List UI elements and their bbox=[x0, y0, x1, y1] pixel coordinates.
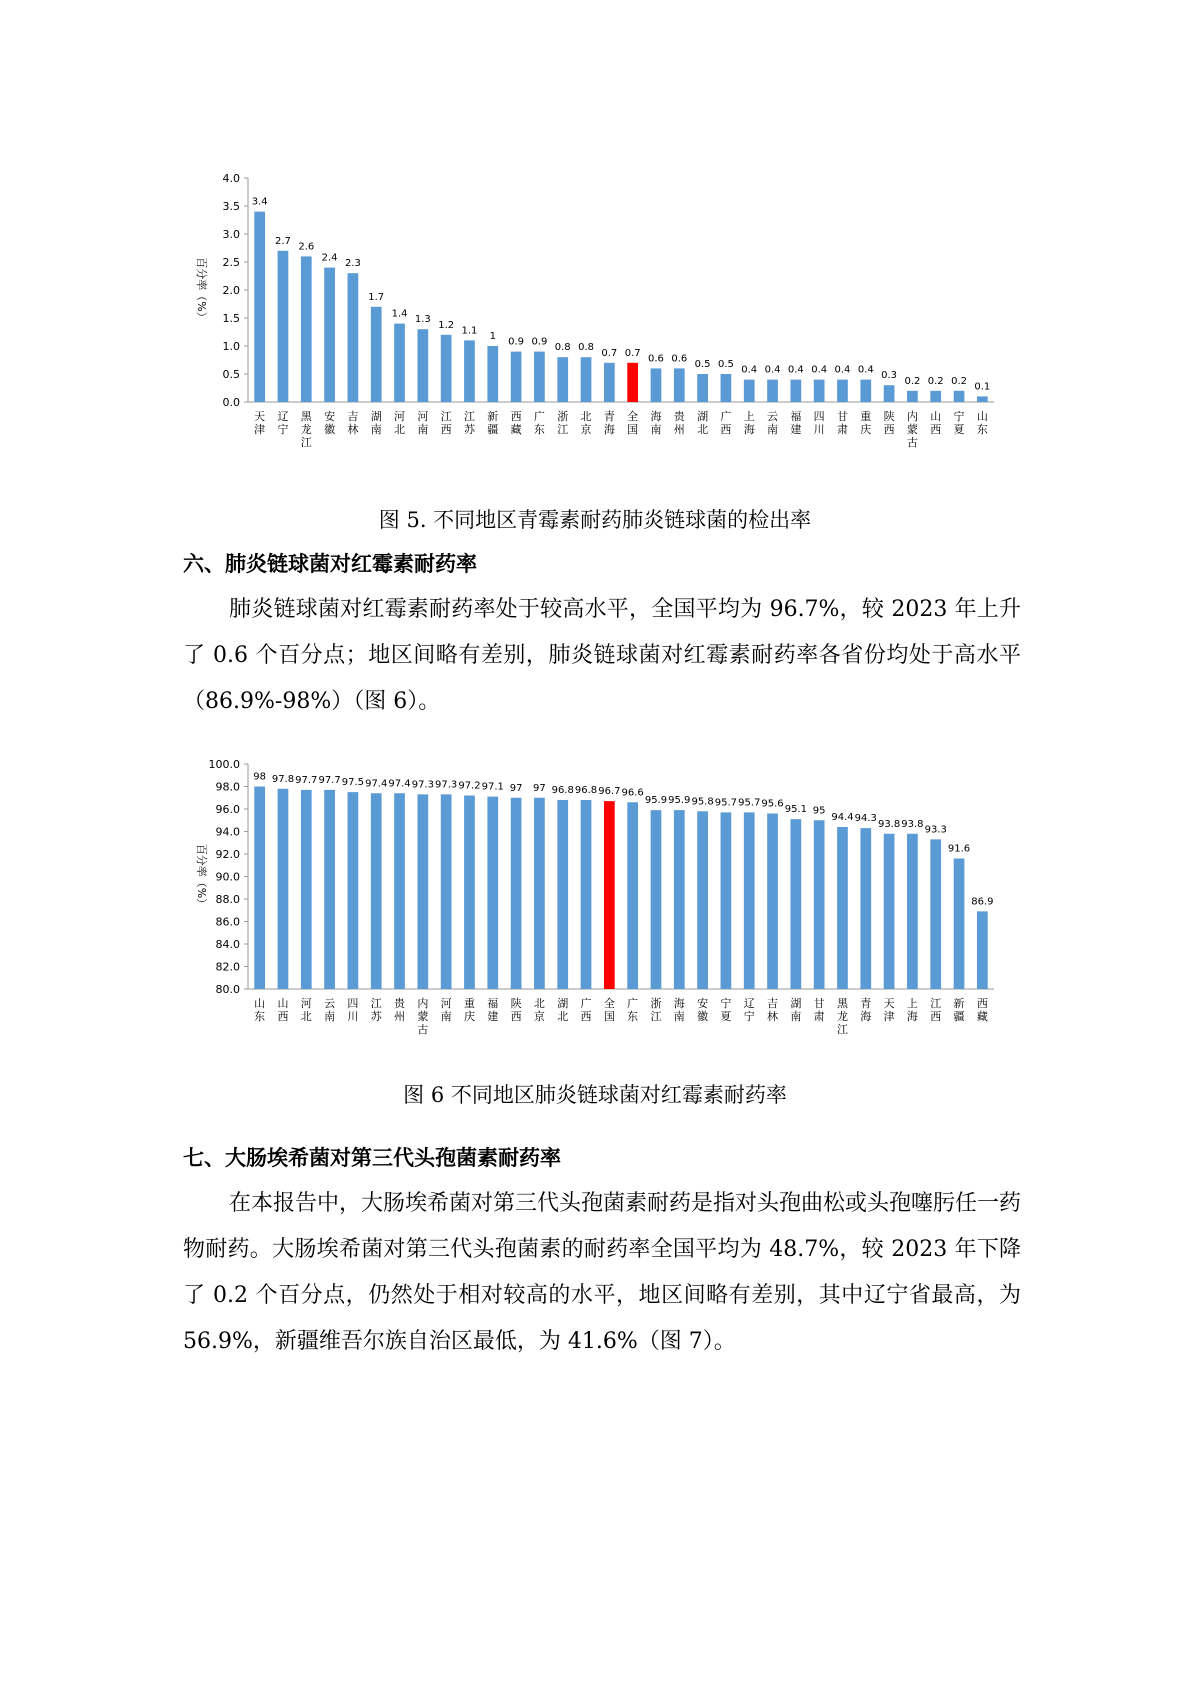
category-label: 天津 bbox=[254, 410, 266, 436]
category-label: 甘肃 bbox=[836, 410, 848, 436]
category-label: 贵州 bbox=[673, 410, 685, 436]
bar-value-label: 95.1 bbox=[784, 804, 807, 816]
category-label: 辽宁 bbox=[277, 410, 289, 436]
bar-value-label: 93.8 bbox=[901, 818, 924, 830]
category-label: 四川 bbox=[347, 997, 359, 1023]
bar bbox=[674, 810, 685, 989]
category-label: 西藏 bbox=[976, 997, 988, 1023]
y-tick-label: 1.0 bbox=[222, 340, 240, 353]
category-label: 浙江 bbox=[650, 997, 662, 1023]
bar bbox=[487, 797, 498, 989]
category-label: 湖南 bbox=[790, 997, 802, 1023]
category-label: 北京 bbox=[533, 997, 545, 1023]
bar-value-label: 94.3 bbox=[854, 813, 877, 825]
bar bbox=[348, 792, 359, 989]
bar-value-label: 97.1 bbox=[481, 781, 504, 793]
category-label: 天津 bbox=[883, 997, 895, 1023]
category-label: 湖北 bbox=[557, 997, 569, 1023]
y-tick-label: 96.0 bbox=[215, 803, 240, 816]
bar-value-label: 0.7 bbox=[601, 347, 618, 359]
bar-value-label: 2.6 bbox=[298, 241, 315, 253]
category-label: 宁夏 bbox=[953, 410, 965, 436]
bar-value-label: 94.4 bbox=[831, 812, 854, 823]
bar-value-label: 0.2 bbox=[904, 375, 921, 387]
bar bbox=[860, 828, 871, 989]
bar-value-label: 0.7 bbox=[624, 347, 641, 359]
y-tick-label: 82.0 bbox=[215, 960, 240, 974]
category-label: 宁夏 bbox=[720, 997, 732, 1023]
bar-value-label: 95.7 bbox=[738, 797, 761, 809]
category-label: 山西 bbox=[930, 410, 942, 436]
bar bbox=[417, 329, 428, 402]
bar bbox=[394, 793, 405, 989]
category-label: 河南 bbox=[417, 410, 429, 436]
y-tick-label: 4.0 bbox=[222, 172, 240, 185]
bar bbox=[348, 273, 359, 402]
category-label: 北京 bbox=[580, 410, 592, 436]
bar-value-label: 97.7 bbox=[295, 774, 318, 786]
bar bbox=[977, 396, 988, 402]
category-label: 福建 bbox=[790, 410, 802, 436]
bar-value-label: 97.5 bbox=[341, 777, 365, 789]
bar-value-label: 95 bbox=[812, 805, 826, 817]
y-tick-label: 2.5 bbox=[222, 256, 240, 269]
category-label: 陕西 bbox=[510, 997, 522, 1023]
bar-value-label: 97.4 bbox=[365, 778, 388, 790]
bar-value-label: 0.4 bbox=[787, 364, 804, 376]
bar-value-label: 0.9 bbox=[508, 336, 525, 348]
y-tick-label: 3.0 bbox=[222, 228, 240, 241]
y-tick-label: 1.5 bbox=[222, 312, 240, 325]
category-label: 浙江 bbox=[557, 410, 569, 436]
bar-value-label: 0.4 bbox=[764, 364, 781, 376]
category-label: 上海 bbox=[743, 410, 755, 436]
bar bbox=[790, 819, 801, 989]
bar bbox=[790, 380, 801, 402]
bar-value-label: 95.9 bbox=[644, 795, 668, 807]
section-7-heading: 七、大肠埃希菌对第三代头孢菌素耐药率 bbox=[183, 1146, 561, 1170]
section-7-paragraph: 在本报告中，大肠埃希菌对第三代头孢菌素耐药是指对头孢曲松或头孢噻肟任一药物耐药。大肠埃希菌对第三代头孢菌素的耐药率全国平均为 48.7%，较 2023 年下降了 0.2 个百分点，仍然处于相对较高的水平，地区间略有差别，其中辽宁省最高，为 56.9%，新疆维吾尔族自治区最低，为 41.6%（图 7）。 bbox=[183, 1191, 1022, 1354]
bar-value-label: 97.3 bbox=[411, 779, 434, 791]
y-tick-label: 3.5 bbox=[222, 200, 240, 213]
category-label: 广东 bbox=[533, 410, 545, 436]
category-label: 广东 bbox=[627, 997, 639, 1023]
bar bbox=[697, 811, 708, 989]
bar bbox=[371, 793, 382, 989]
bar-value-label: 2.3 bbox=[344, 258, 361, 270]
bar-value-label: 0.8 bbox=[578, 342, 594, 354]
bar-value-label: 96.6 bbox=[621, 787, 644, 799]
category-label: 江西 bbox=[930, 997, 942, 1023]
bar-value-label: 97 bbox=[509, 782, 523, 794]
bar-value-label: 0.4 bbox=[857, 364, 874, 376]
figure-5-chart bbox=[0, 160, 1190, 450]
bar bbox=[278, 251, 289, 402]
category-label: 重庆 bbox=[860, 410, 872, 436]
bar-value-label: 97.2 bbox=[458, 780, 481, 792]
category-label: 四川 bbox=[813, 410, 825, 436]
bar bbox=[278, 789, 289, 989]
bar bbox=[441, 794, 452, 989]
category-label: 吉林 bbox=[767, 997, 779, 1023]
bar bbox=[487, 346, 498, 402]
bar bbox=[744, 380, 755, 402]
category-label: 海南 bbox=[650, 410, 662, 436]
bar bbox=[511, 352, 522, 402]
bar bbox=[744, 812, 755, 989]
y-tick-label: 100.0 bbox=[208, 758, 240, 771]
section-6-heading: 六、肺炎链球菌对红霉素耐药率 bbox=[183, 552, 477, 576]
category-label: 陕西 bbox=[883, 410, 895, 436]
y-axis-label: 百分率（%） bbox=[195, 257, 208, 323]
category-label: 青海 bbox=[860, 997, 872, 1023]
category-label: 青海 bbox=[603, 410, 615, 436]
category-label: 山东 bbox=[254, 997, 266, 1023]
bar bbox=[627, 363, 638, 402]
figure-5-caption: 图 5. 不同地区青霉素耐药肺炎链球菌的检出率 bbox=[378, 508, 812, 532]
category-label: 河北 bbox=[394, 410, 406, 436]
category-label: 云南 bbox=[767, 410, 779, 436]
bar bbox=[371, 307, 382, 402]
bar-value-label: 0.6 bbox=[671, 353, 688, 365]
bar-value-label: 97 bbox=[533, 782, 546, 794]
bar bbox=[627, 802, 638, 989]
bar bbox=[697, 374, 708, 402]
bar bbox=[721, 812, 732, 989]
bar bbox=[324, 268, 335, 402]
bar-value-label: 2.4 bbox=[321, 252, 338, 264]
bar bbox=[604, 363, 615, 402]
bar-value-label: 0.4 bbox=[811, 364, 828, 376]
bar bbox=[604, 801, 615, 989]
bar bbox=[581, 800, 592, 989]
category-label: 安徽 bbox=[697, 997, 709, 1023]
bar bbox=[581, 357, 592, 402]
bar bbox=[651, 368, 662, 402]
section-6-paragraph: 肺炎链球菌对红霉素耐药率处于较高水平，全国平均为 96.7%，较 2023 年上升了 0.6 个百分点；地区间略有差别，肺炎链球菌对红霉素耐药率各省份均处于高水平（86.9%-98%）（图 6）。 bbox=[183, 597, 1021, 714]
bar-value-label: 0.4 bbox=[741, 364, 758, 376]
category-label: 重庆 bbox=[463, 997, 475, 1023]
bar-value-label: 0.5 bbox=[694, 359, 711, 370]
category-label: 广西 bbox=[720, 410, 732, 436]
bar-value-label: 86.9 bbox=[971, 896, 994, 908]
bar-value-label: 0.9 bbox=[531, 336, 548, 348]
bar-value-label: 0.8 bbox=[554, 342, 571, 354]
category-label: 黑龙江 bbox=[300, 410, 312, 449]
category-label: 贵州 bbox=[394, 997, 406, 1023]
bar bbox=[254, 212, 265, 402]
bar-value-label: 97.4 bbox=[388, 778, 411, 790]
category-label: 山西 bbox=[277, 997, 289, 1023]
bar-value-label: 97.8 bbox=[271, 773, 295, 785]
bar bbox=[930, 839, 941, 989]
category-label: 江苏 bbox=[370, 997, 382, 1023]
bar bbox=[884, 385, 895, 402]
bar bbox=[301, 790, 312, 989]
bar bbox=[557, 800, 568, 989]
bar bbox=[954, 859, 965, 990]
y-tick-label: 98.0 bbox=[215, 780, 240, 794]
bar-value-label: 95.8 bbox=[691, 796, 714, 808]
bar bbox=[464, 340, 475, 402]
y-axis-label: 百分率（%） bbox=[195, 843, 208, 910]
bar bbox=[301, 256, 312, 402]
bar bbox=[837, 827, 848, 989]
bar bbox=[814, 820, 825, 989]
bar-value-label: 0.1 bbox=[974, 381, 991, 393]
bar-value-label: 97.7 bbox=[318, 774, 341, 786]
bar bbox=[557, 357, 568, 402]
y-tick-label: 80.0 bbox=[215, 983, 240, 996]
bar-value-label: 98 bbox=[253, 771, 267, 783]
category-label: 新疆 bbox=[487, 410, 499, 436]
bar-value-label: 95.7 bbox=[714, 797, 738, 809]
y-tick-label: 86.0 bbox=[215, 915, 240, 929]
y-tick-label: 94.0 bbox=[215, 825, 240, 839]
category-label: 全国 bbox=[627, 410, 639, 436]
bar bbox=[767, 380, 778, 402]
bar-value-label: 97.3 bbox=[435, 779, 458, 791]
y-tick-label: 0.5 bbox=[222, 368, 240, 381]
bar-value-label: 96.7 bbox=[598, 786, 621, 798]
bar-value-label: 1.2 bbox=[438, 319, 455, 331]
bar-value-label: 0.5 bbox=[717, 359, 734, 370]
y-tick-label: 90.0 bbox=[215, 870, 240, 884]
bar bbox=[464, 796, 475, 990]
bar bbox=[324, 790, 335, 989]
bar bbox=[767, 814, 778, 990]
bar-value-label: 91.6 bbox=[947, 843, 971, 855]
bar bbox=[394, 324, 405, 402]
category-label: 辽宁 bbox=[743, 997, 755, 1023]
bar bbox=[884, 834, 895, 989]
y-tick-label: 0.0 bbox=[222, 396, 240, 409]
bar bbox=[417, 794, 428, 989]
bar bbox=[837, 380, 848, 402]
bar bbox=[721, 374, 732, 402]
figure-6-chart bbox=[0, 750, 1190, 1040]
category-label: 河北 bbox=[300, 997, 312, 1023]
bar-value-label: 0.4 bbox=[834, 364, 851, 376]
bar bbox=[860, 380, 871, 402]
category-label: 黑龙江 bbox=[836, 997, 848, 1036]
category-label: 江苏 bbox=[463, 410, 475, 436]
bar bbox=[674, 368, 685, 402]
bar bbox=[651, 810, 662, 989]
category-label: 福建 bbox=[487, 997, 499, 1023]
bar-value-label: 1.1 bbox=[461, 325, 478, 337]
bar bbox=[534, 352, 545, 402]
bar bbox=[907, 834, 918, 989]
category-label: 湖南 bbox=[370, 410, 382, 436]
y-tick-label: 84.0 bbox=[215, 938, 240, 951]
bar-value-label: 1.7 bbox=[368, 291, 385, 303]
bar-value-label: 0.2 bbox=[927, 375, 944, 387]
category-label: 西藏 bbox=[510, 410, 522, 436]
bar-value-label: 1 bbox=[489, 331, 496, 342]
bar-value-label: 1.4 bbox=[391, 308, 408, 320]
y-tick-label: 88.0 bbox=[215, 893, 240, 906]
bar-value-label: 95.9 bbox=[668, 795, 691, 807]
bar-value-label: 95.6 bbox=[761, 798, 784, 810]
category-label: 广西 bbox=[580, 997, 592, 1023]
figure-6-svg bbox=[0, 750, 1190, 1040]
bar bbox=[441, 335, 452, 402]
bar bbox=[254, 787, 265, 990]
bar-value-label: 96.8 bbox=[574, 785, 598, 796]
category-label: 内蒙古 bbox=[417, 997, 429, 1036]
bar bbox=[511, 798, 522, 989]
bar-value-label: 96.8 bbox=[551, 785, 574, 796]
category-label: 吉林 bbox=[347, 410, 359, 436]
category-label: 山东 bbox=[976, 410, 988, 436]
y-tick-label: 92.0 bbox=[215, 848, 240, 861]
bar bbox=[814, 380, 825, 402]
bar-value-label: 1.3 bbox=[414, 314, 431, 326]
figure-6-caption: 图 6 不同地区肺炎链球菌对红霉素耐药率 bbox=[403, 1083, 787, 1107]
bar bbox=[977, 911, 988, 989]
category-label: 湖北 bbox=[697, 410, 709, 436]
bar-value-label: 93.3 bbox=[924, 824, 947, 836]
bar-value-label: 0.2 bbox=[951, 375, 967, 387]
bar-value-label: 0.3 bbox=[881, 370, 898, 382]
category-label: 安徽 bbox=[324, 410, 336, 436]
figure-5-svg bbox=[0, 160, 1190, 450]
category-label: 上海 bbox=[906, 997, 918, 1023]
bar-value-label: 3.4 bbox=[251, 196, 268, 208]
bar-value-label: 2.7 bbox=[275, 235, 291, 247]
category-label: 内蒙古 bbox=[906, 410, 918, 449]
category-label: 新疆 bbox=[953, 997, 965, 1023]
bar bbox=[954, 391, 965, 402]
category-label: 甘肃 bbox=[813, 997, 825, 1023]
category-label: 江西 bbox=[440, 410, 452, 436]
category-label: 海南 bbox=[673, 997, 685, 1023]
category-label: 云南 bbox=[324, 997, 336, 1023]
category-label: 河南 bbox=[440, 997, 452, 1023]
bar bbox=[930, 391, 941, 402]
category-label: 全国 bbox=[603, 997, 615, 1023]
y-tick-label: 2.0 bbox=[222, 284, 240, 297]
bar-value-label: 0.6 bbox=[648, 353, 664, 365]
bar bbox=[534, 798, 545, 989]
bar bbox=[907, 391, 918, 402]
bar-value-label: 93.8 bbox=[877, 818, 901, 830]
